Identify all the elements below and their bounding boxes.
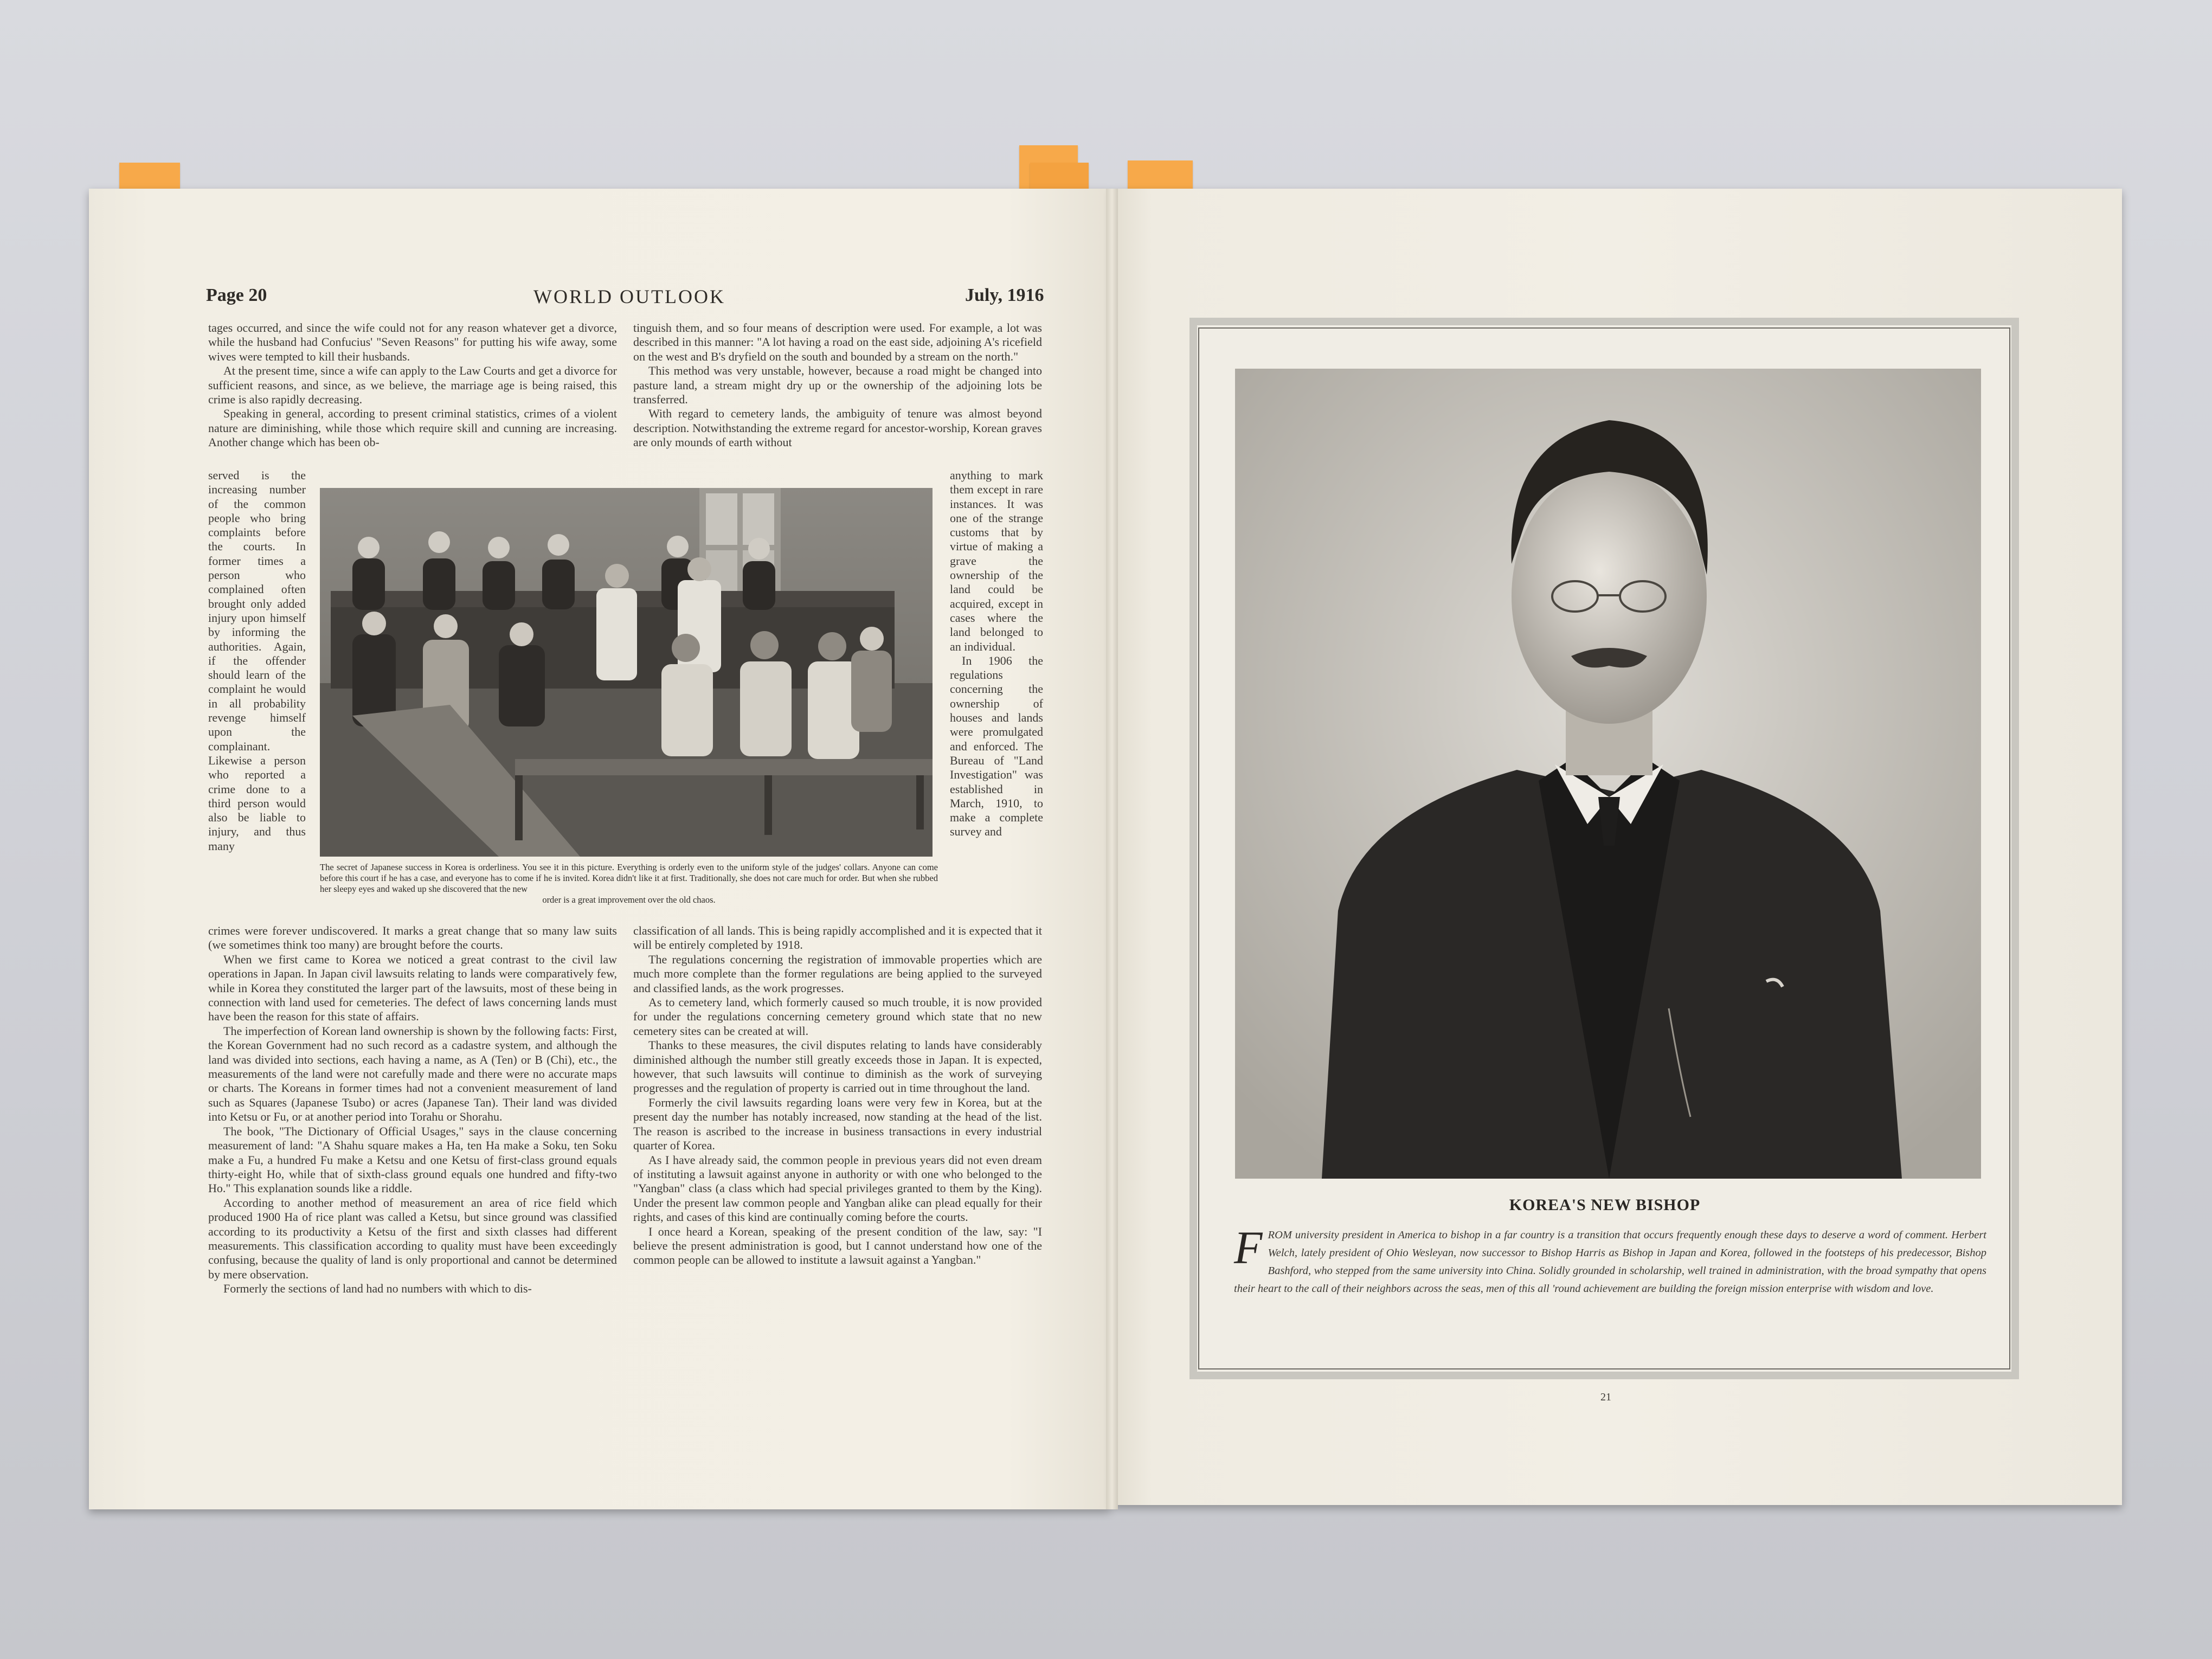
article-text [1234, 1221, 1986, 1298]
article-title: KOREA'S NEW BISHOP [1509, 1196, 1701, 1214]
paragraph: As I have already said, the common people in previous years did not even dream of instituting a lawsuit against anyone in authority or with one who belonged to the "Yangban" class (a class which had special privileges granted to them by the King). Under the present law common people and Yangban alike can plead equally for their rights, and cases of this kind are continually coming before the courts. [633, 1153, 1042, 1224]
paragraph: At the present time, since a wife can apply to the Law Courts and get a divorce for sufficient reasons, and since, as we believe, the marriage age is being raised, this crime is also rapidly decreasing. [208, 364, 617, 407]
paragraph: tinguish them, and so four means of description were used. For example, a lot was described in this manner: "A lot having a road on the east side, adjoining A's ricefield on the west and B's dryfield on the south and bounded by a stream on the north." [633, 321, 1042, 363]
paragraph: When we first came to Korea we noticed a great contrast to the civil law operations in Japan. In Japan civil lawsuits relating to lands were comparatively few, while in Korea they constituted the larger part of the lawsuits, most of these being in connection with land used for cemeteries. The defect of laws concerning lands must have been the reason for this state of affairs. [208, 952, 617, 1024]
paragraph: Formerly the sections of land had no numbers with which to dis- [223, 1282, 532, 1296]
paragraph: According to another method of measurement an area of rice field which produced 1900 Ha of rice plant was called a Ketsu, but since ground was classified according to its productivity a Ketsu of the first and sixth classes had different measurements. This classification according to quality must have been exceedingly confusing, because the quality of land is only proportional and cannot be determined by mere observation. [208, 1195, 617, 1281]
paragraph: The book, "The Dictionary of Official Usages," says in the clause concerning measurement of land: "A Shahu square makes a Ha, ten Ha make a Soku, ten Soku make a Fu, a hundred Fu make a Ketsu and one Ketsu of first-class ground equals thirty-eight Ho, while that of sixth-class ground equals one hundred and fifty-two Ho." This explanation sounds like a riddle. [208, 1124, 617, 1195]
caption-text: The secret of Japanese success in Korea is orderliness. You see it in this picture. Everything is orderly even to the uniform style of the judges' collars. Anyone can come before this court if he has a case, and everyone has to come if he is invited. Korea didn't like it at first. Traditionally, she does not care much for order. But when she rubbed her sleepy eyes and waked up she discovered that the new [320, 862, 938, 894]
paragraph: I once heard a Korean, speaking of the present condition of the law, say: "I believe the present administration is good, but I cannot understand how one of the common people can be allowed to institute a lawsuit against a Yangban." [633, 1224, 1042, 1267]
page-number-footer: 21 [1600, 1391, 1611, 1403]
page-number-header: Page 20 [206, 285, 267, 305]
column-1-narrow: served is the increasing number of the common people who bring complaints before the courts. In former times a person who complained often brought only added injury upon himself by informing the authorities. Again, if the offender should learn of the complaint he would in all probability revenge himself upon the complainant. Likewise a person who reported a crime done to a third person would also be liable to injury, and thus many [208, 468, 306, 853]
bishop-portrait [1235, 369, 1981, 1179]
drop-cap: F [1234, 1221, 1263, 1274]
column-2-bottom [633, 924, 1042, 1268]
paragraph: The regulations concerning the registration of immovable properties which are much more complete than the former regulations are being applied to the surveyed and classified lands, as the work progresses. [633, 952, 1042, 995]
paragraph: This method was very unstable, however, because a road might be changed into pasture land, a stream might dry up or the ownership of the adjoining lots be transferred. [633, 364, 1042, 407]
column-1-top [208, 321, 617, 450]
paragraph: classification of all lands. This is being rapidly accomplished and it is expected that it will be entirely completed by 1918. [633, 924, 1042, 952]
magazine-spine [1106, 189, 1118, 1509]
paragraph: The imperfection of Korean land ownership is shown by the following facts: First, the Korean Government had no such record as a cadastre system, and although the land was divided into sections, each having a name, as A (Ten) or B (Chi), etc., the measurements of the land were not carefully made and there were no accurate maps or charts. The Koreans in former times had not a convenient measurement of land such as Squares (Japanese Tsubo) or acres (Japanese Tan). Their land was divided into Ketsu or Fu, or at another period into Torahu or Shorahu. [208, 1024, 617, 1124]
paragraph: tages occurred, and since the wife could not for any reason whatever get a divorce, while the husband had Confucius' "Seven Reasons" for putting his wife away, some wives were tempted to kill their husbands. [208, 321, 617, 363]
column-2-top [633, 321, 1042, 450]
photo-caption [320, 862, 938, 905]
paragraph: Formerly the civil lawsuits regarding loans were very few in Korea, but at the present day the number has notably increased, now standing at the head of the list. The reason is ascribed to the increase in business transactions in every industrial quarter of Korea. [633, 1095, 1042, 1153]
paragraph: In 1906 the regulations concerning the ownership of houses and lands were promulgated and enforced. The Bureau of "Land Investigation" was established in March, 1910, to make a complete survey and [950, 653, 1043, 839]
paragraph: anything to mark them except in rare instances. It was one of the strange customs that by virtue of making a grave the ownership of the land could be acquired, except in cases where the land belonged to an individual. [950, 468, 1043, 653]
paragraph: With regard to cemetery lands, the ambiguity of tenure was almost beyond description. Notwithstanding the extreme regard for ancestor-worship, Korean graves are only mounds of earth without [633, 407, 1042, 449]
column-2-narrow [950, 468, 1043, 839]
paragraph: Speaking in general, according to present criminal statistics, crimes of a violent nature are diminishing, while those which require skill and cunning are increasing. Another change which has been ob- [208, 407, 617, 449]
magazine-title: WORLD OUTLOOK [533, 286, 725, 307]
paragraph: Thanks to these measures, the civil disputes relating to lands have considerably diminished although the number still greatly exceeds those in Japan. It is expected, however, that such lawsuits will continue to diminish as the work of surveying progresses and the regulation of property is carried out in time throughout the land. [633, 1038, 1042, 1095]
courtroom-illustration [320, 488, 933, 857]
caption-last-line: order is a great improvement over the old chaos. [542, 895, 716, 905]
bookmark-tab [1128, 160, 1193, 193]
paragraph: crimes were forever undiscovered. It marks a great change that so many law suits (we sometimes think too many) are brought before the courts. [208, 924, 617, 952]
paragraph: As to cemetery land, which formerly caused so much trouble, it is now provided for under the regulations concerning cemetery ground which state that no new cemetery sites can be created at will. [633, 995, 1042, 1038]
article-body: ROM university president in America to bishop in a far country is a transition that occurs frequently enough these days to deserve a word of comment. Herbert Welch, lately president of Ohio Wesleyan, now successor to Bishop Harris as Bishop in Japan and Korea, followed in the footsteps of his predecessor, Bishop Bashford, who stepped from the same university into China. Solidly grounded in scholarship, well trained in administration, with the broad sympathy that opens their heart to the call of their neighbors across the seas, men of this all 'round achievement are building the foreign mission enterprise with wisdom and love. [1234, 1229, 1986, 1295]
column-1-bottom [208, 924, 617, 1296]
courtroom-photo [320, 488, 933, 857]
issue-date: July, 1916 [965, 285, 1044, 305]
portrait-illustration [1235, 369, 1981, 1179]
